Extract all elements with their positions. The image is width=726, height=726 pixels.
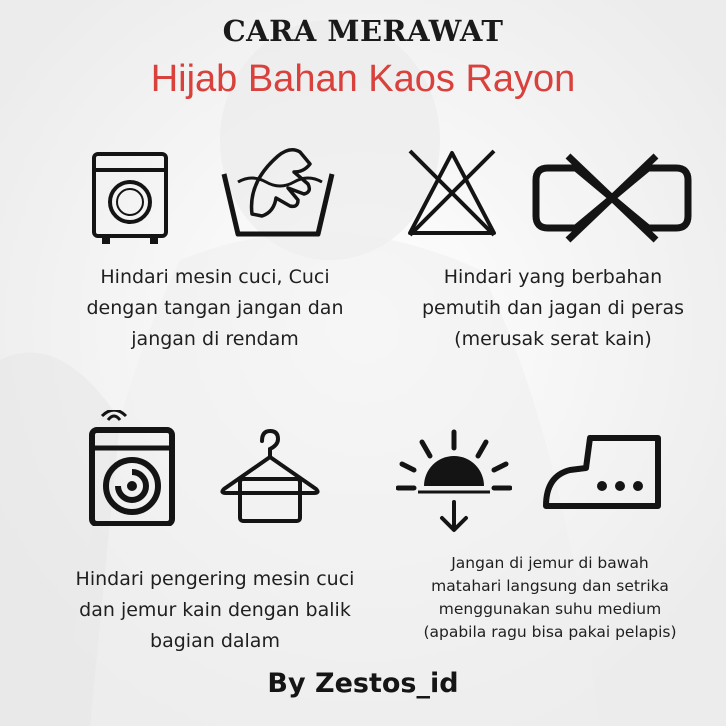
caption-line: menggunakan suhu medium [438,600,662,618]
no-bleach-icon [404,145,500,241]
care-caption-3 [40,564,390,657]
caption-line: Hindari pengering mesin cuci [75,568,355,590]
caption-line: Hindari mesin cuci, Cuci [100,266,330,288]
tumble-dryer-icon [88,410,176,526]
caption-line: pemutih dan jagan di peras [421,297,685,319]
author-credit: By Zestos_id [267,668,459,699]
caption-line: (apabila ragu bisa pakai pelapis) [423,623,677,641]
caption-line: dan jemur kain dengan balik [79,599,351,621]
caption-line: dengan tangan jangan dan [86,297,344,319]
hanger-icon [218,425,322,525]
page-title: CARA MERAWAT [222,14,504,48]
caption-line: bagian dalam [150,630,280,652]
iron-medium-icon [540,432,668,512]
sunset-icon [396,428,512,538]
page-subtitle: Hijab Bahan Kaos Rayon [150,58,576,100]
caption-line: (merusak serat kain) [454,328,652,350]
caption-line: Hindari yang berbahan [443,266,663,288]
caption-line: Jangan di jemur di bawah [451,554,649,572]
washing-machine-icon [90,150,170,246]
no-wring-icon [532,150,692,246]
care-caption-2 [388,262,718,355]
care-caption-1 [40,262,390,355]
care-caption-4 [380,552,720,644]
caption-line: matahari langsung dan setrika [431,577,669,595]
caption-line: jangan di rendam [131,328,299,350]
hand-wash-icon [218,142,338,242]
